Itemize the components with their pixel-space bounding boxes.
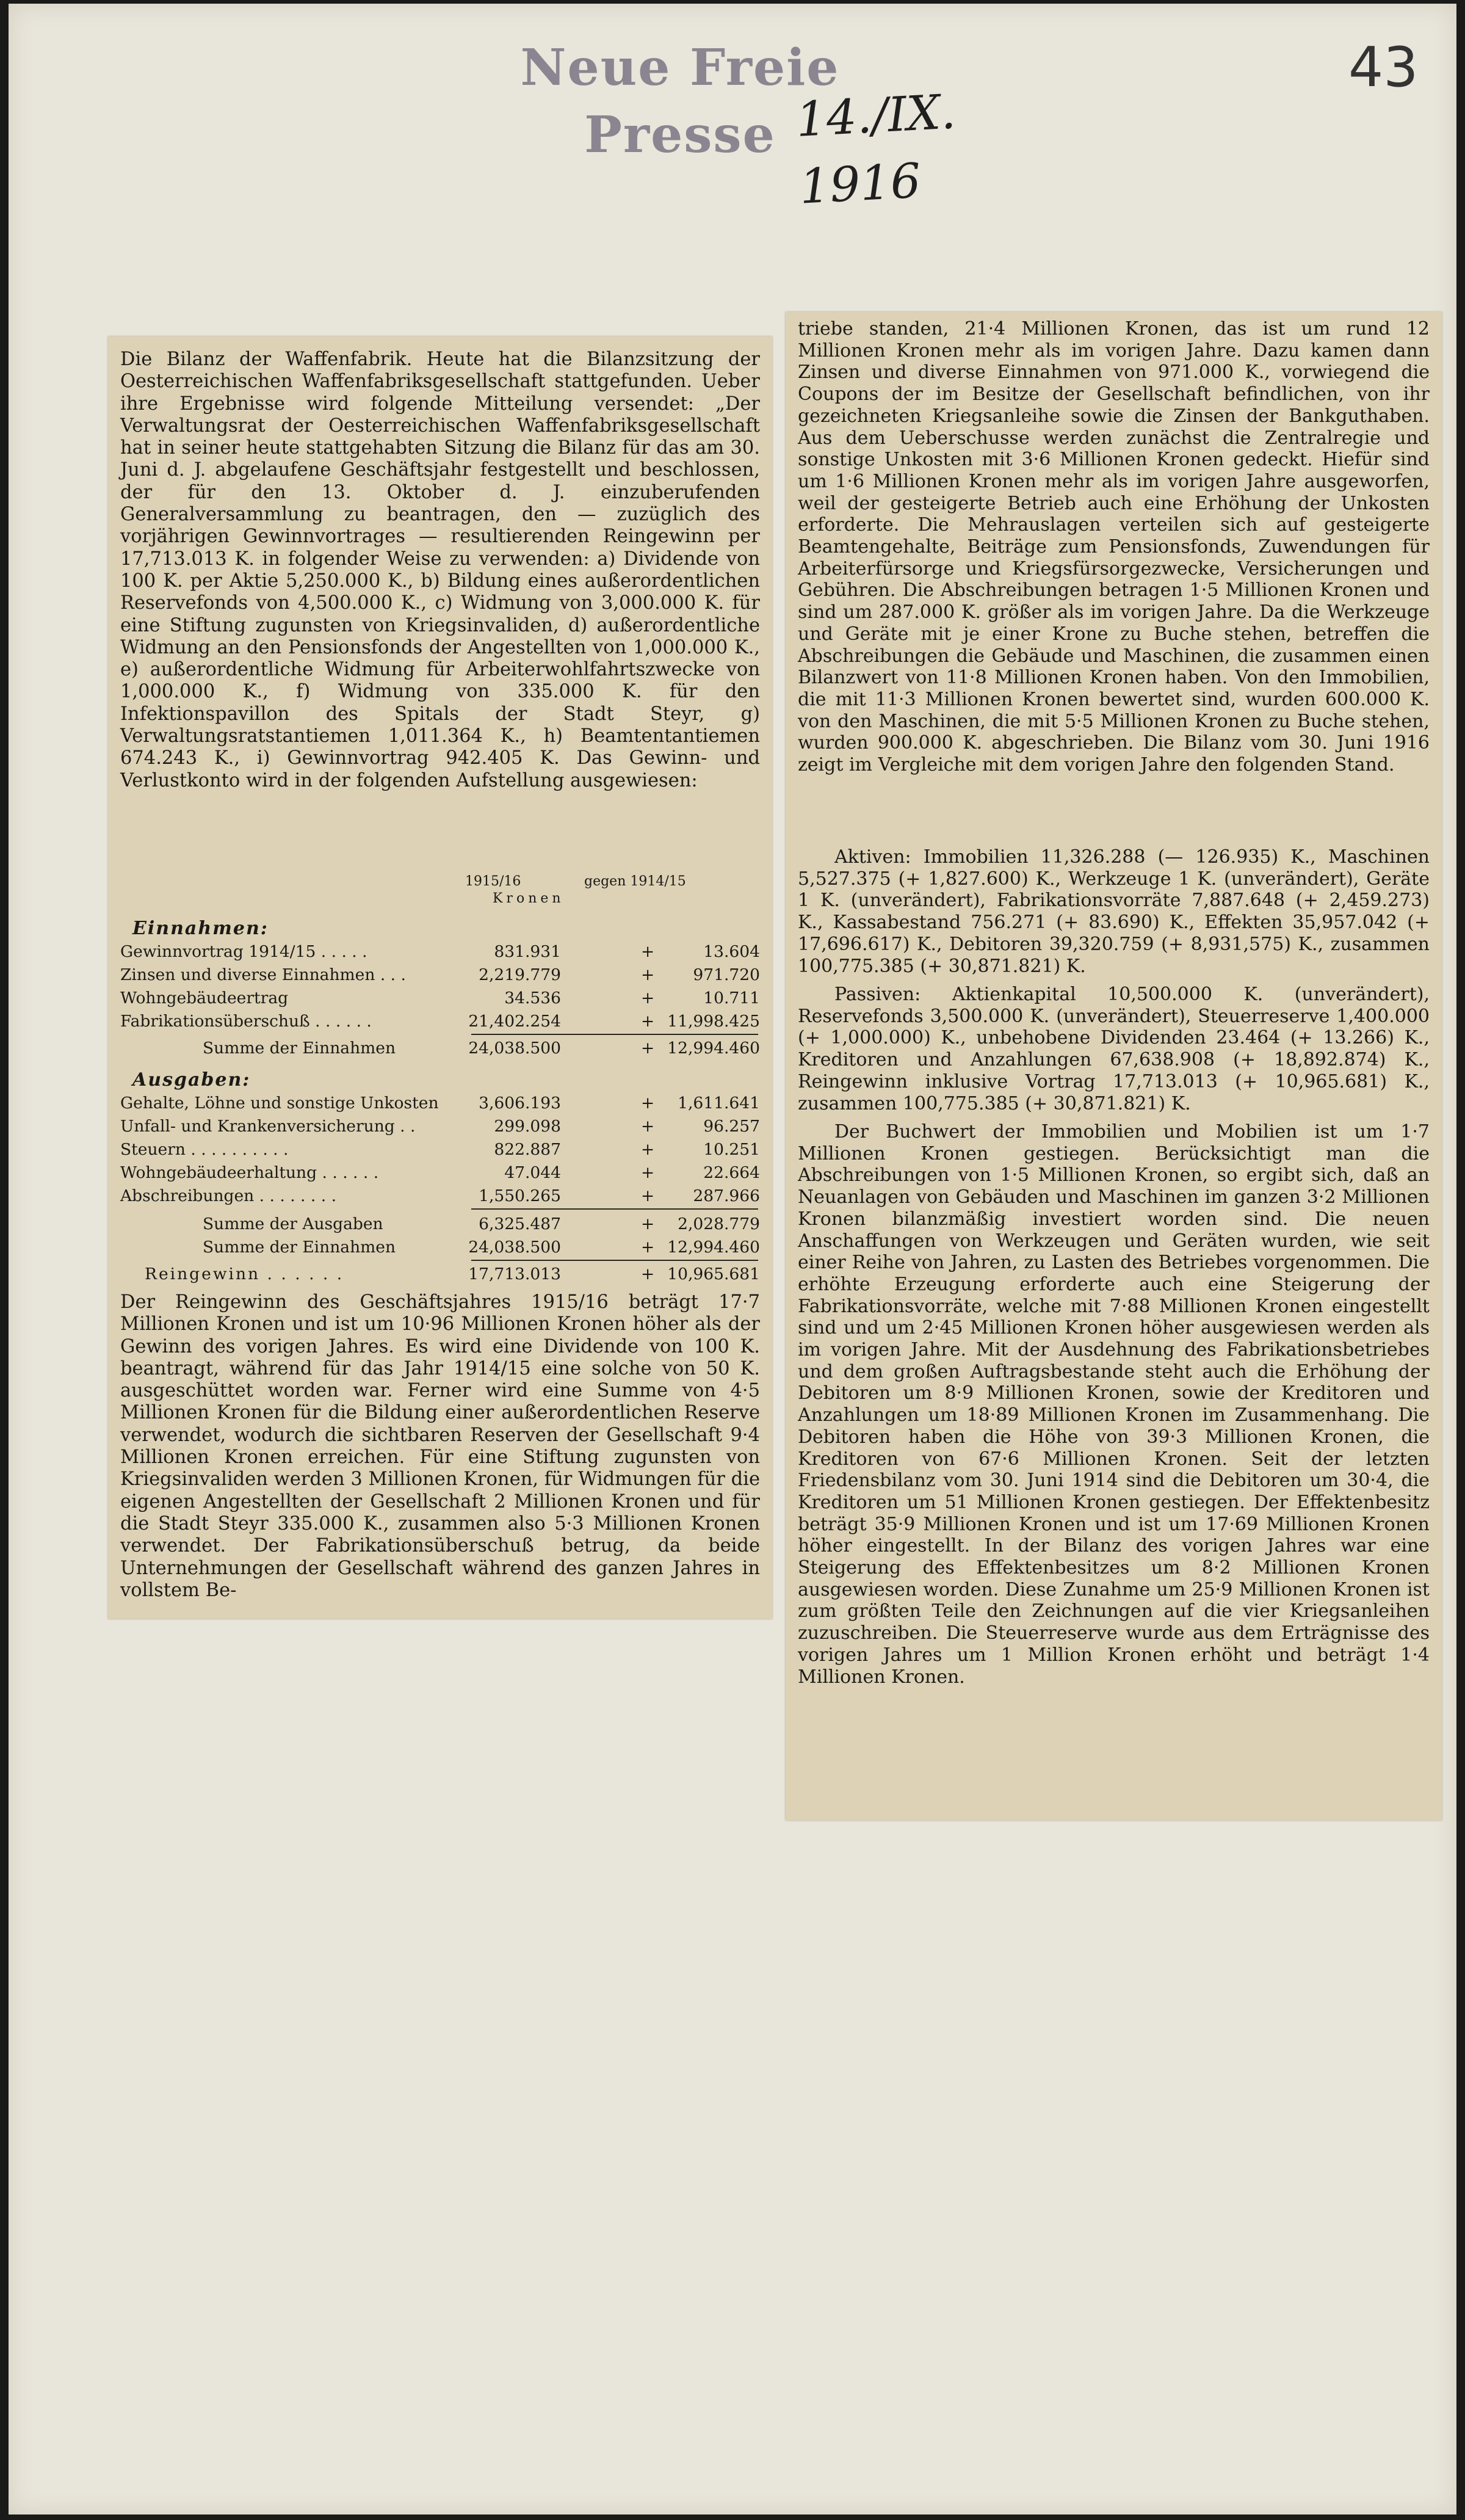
row-value-current: 47.044: [504, 1163, 561, 1182]
table-row: [120, 1117, 760, 1139]
row-sign: +: [641, 965, 655, 984]
row-sign: +: [641, 1012, 655, 1031]
row-label: Unfall- und Krankenversicherung . .: [120, 1117, 416, 1136]
table-row: [120, 1163, 760, 1185]
row-sign: +: [641, 1163, 655, 1182]
row-sign: +: [641, 942, 655, 961]
column-header-comparison: gegen 1914/15: [584, 874, 686, 889]
handwritten-page-number: 43: [1348, 35, 1419, 100]
row-label: Steuern . . . . . . . . . .: [120, 1140, 289, 1159]
row-value-change: 971.720: [693, 965, 760, 984]
table-row: [120, 1094, 760, 1116]
reingewinn-sign: +: [641, 1265, 655, 1284]
einnahmen-heading: Einnahmen:: [132, 918, 269, 939]
sum-rule: [471, 1034, 758, 1035]
row-sign: +: [641, 1186, 655, 1205]
row-sign: +: [641, 1094, 655, 1113]
row-value-change: 13.604: [703, 942, 760, 961]
row-label: Gewinnvortrag 1914/15 . . . . .: [120, 942, 367, 961]
newspaper-stamp: Neue Freie Presse: [520, 38, 840, 164]
article-continuation-paragraph: triebe standen, 21·4 Millionen Kronen, das ist um rund 12 Millionen Kronen mehr als im vorigen Jahre. Dazu kamen dann Zinsen und diverse Einnahmen von 971.000 K., vorwiegend die Coupons der im Besitze der Gesellschaft befindlichen, von ihr gezeichneten Kriegsanleihe sowie die Zinsen der Bankguthaben. Aus dem Ueberschusse werden zunächst die Zentralregie und sonstige Unkosten mit 3·6 Millionen Kronen gedeckt. Hiefür sind um 1·6 Millionen Kronen mehr als im vorigen Jahre ausgeworfen, weil der gesteigerte Betrieb auch eine Erhöhung der Unkosten erforderte. Die Mehrauslagen verteilen sich auf gesteigerte Beamtengehalte, Beiträge zum Pensionsfonds, Zuwendungen für Arbeiterfürsorge und Kriegsfürsorgezwecke, Versicherungen und Gebühren. Die Abschreibungen betragen 1·5 Millionen Kronen und sind um 287.000 K. größer als im vorigen Jahre. Da die Werkzeuge und Geräte mit je einer Krone zu Buche stehen, betreffen die Abschreibungen die Gebäude und Maschinen, die zusammen einen Bilanzwert von 11·8 Millionen Kronen haben. Von den Immobilien, die mit 11·3 Millionen Kronen bewertet sind, wurden 600.000 K. von den Maschinen, die mit 5·5 Millionen Kronen zu Buche stehen, wurden 900.000 K. abgeschrieben. Die Bilanz vom 30. Juni 1916 zeigt im Vergleiche mit dem vorigen Jahre den folgenden Stand.: [798, 318, 1430, 776]
sum-rule: [471, 1208, 758, 1210]
left-clipping: [108, 336, 772, 1619]
sum-value-change: 12,994.460: [667, 1039, 760, 1058]
reingewinn-label: Reingewinn . . . . . .: [145, 1265, 344, 1284]
row-value-current: 831.931: [494, 942, 561, 961]
table-sum-row: [120, 1039, 760, 1061]
table-row: [120, 1012, 760, 1034]
table-column-header: [120, 874, 760, 906]
row-value-current: 34.536: [504, 989, 561, 1008]
aktiven-paragraph: Aktiven: Immobilien 11,326.288 (— 126.935) K., Maschinen 5,527.375 (+ 1,827.600) K., Werkzeuge 1 K. (unverändert), Geräte 1 K. (unverändert), Fabrikationsvorräte 7,887.648 (+ 2,459.273) K., Kassabestand 756.271 (+ 83.690) K., Effekten 35,957.042 (+ 17,696.617) K., Debitoren 39,320.759 (+ 8,931,575) K., zusammen 100,775.385 (+ 30,871.821) K.: [798, 846, 1430, 977]
row-label: Abschreibungen . . . . . . . .: [120, 1186, 337, 1205]
analysis-paragraph: Der Buchwert der Immobilien und Mobilien ist um 1·7 Millionen Kronen gestiegen. Berücksichtigt man die Abschreibungen von 1·5 Millionen Kronen, so ergibt sich, daß an Neuanlagen von Gebäuden und Maschinen im ganzen 3·2 Millionen Kronen bilanzmäßig investiert worden sind. Die neuen Anschaffungen von Werkzeugen und Geräten wurden, wie seit einer Reihe von Jahren, zu Lasten des Betriebes vorgenommen. Die erhöhte Erzeugung erforderte auch eine Steigerung der Fabrikationsvorräte, welche mit 7·88 Millionen Kronen eingestellt sind und um 2·45 Millionen Kronen höher ausgewiesen werden als im vorigen Jahre. Mit der Ausdehnung des Fabrikationsbetriebes und dem großen Auftragsbestande steht auch die Erhöhung der Debitoren um 8·9 Millionen Kronen, sowie der Kreditoren und Anzahlungen um 18·89 Millionen Kronen im Zusammenhang. Die Debitoren haben die Höhe von 39·3 Millionen Kronen, die Kreditoren von 67·6 Millionen Kronen. Seit der letzten Friedensbilanz vom 30. Juni 1914 sind die Debitoren um 30·4, die Kreditoren um 51 Millionen Kronen gestiegen. Der Effektenbesitz beträgt 35·9 Millionen Kronen und ist um 17·69 Millionen Kronen höher eingestellt. In der Bilanz des vorigen Jahres war eine Steigerung des Effektenbesitzes um 8·2 Millionen Kronen ausgewiesen worden. Diese Zunahme um 25·9 Millionen Kronen ist zum größten Teile den Zeichnungen auf die vier Kriegsanleihen zuzuschreiben. Die Steuerreserve wurde aus dem Erträgnisse des vorigen Jahres um 1 Million Kronen erhöht und beträgt 1·4 Millionen Kronen.: [798, 1121, 1430, 1688]
sum-sign: +: [641, 1215, 655, 1233]
passiven-paragraph: Passiven: Aktienkapital 10,500.000 K. (unverändert), Reservefonds 3,500.000 K. (unverändert), Steuerreserve 1,400.000 (+ 1,000.000) K., unbehobene Dividenden 23.464 (+ 13.266) K., Kreditoren und Anzahlungen 67,638.908 (+ 18,892.874) K., Reingewinn inklusive Vortrag 17,713.013 (+ 10,965.681) K., zusammen 100,775.385 (+ 30,871.821) K.: [798, 984, 1430, 1114]
article-intro-paragraph: Die Bilanz der Waffenfabrik. Heute hat die Bilanzsitzung der Oesterreichischen Waffenfabriksgesellschaft stattgefunden. Ueber ihre Ergebnisse wird folgende Mitteilung versendet: „Der Verwaltungsrat der Oesterreichischen Waffenfabriksgesellschaft hat in seiner heute stattgehabten Sitzung die Bilanz für das am 30. Juni d. J. abgelaufene Geschäftsjahr festgestellt und beschlossen, der für den 13. Oktober d. J. einzuberufenden Generalversammlung zu beantragen, den — zuzüglich des vorjährigen Gewinnvortrages — resultierenden Reingewinn per 17,713.013 K. in folgender Weise zu verwenden: a) Dividende von 100 K. per Aktie 5,250.000 K., b) Bildung eines außerordentlichen Reservefonds von 4,500.000 K., c) Widmung von 3,000.000 K. für eine Stiftung zugunsten von Kriegsinvaliden, d) außerordentliche Widmung an den Pensionsfonds der Angestellten von 1,000.000 K., e) außerordentliche Widmung für Arbeiterwohlfahrtszwecke von 1,000.000 K., f) Widmung von 335.000 K. für den Infektionspavillon des Spitals der Stadt Steyr, g) Verwaltungsratstantiemen 1,011.364 K., h) Beamtentantiemen 674.243 K., i) Gewinnvortrag 942.405 K. Das Gewinn- und Verlustkonto wird in der folgenden Aufstellung ausgewiesen:: [120, 349, 760, 791]
article-commentary-paragraph: Der Reingewinn des Geschäftsjahres 1915/16 beträgt 17·7 Millionen Kronen und ist um 10·96 Millionen Kronen höher als der Gewinn des vorigen Jahres. Es wird eine Dividende von 100 K. beantragt, während für das Jahr 1914/15 eine solche von 50 K. ausgeschüttet worden war. Ferner wird eine Summe von 4·5 Millionen Kronen für die Bildung einer außerordentlichen Reserve verwendet, wodurch die sichtbaren Reserven der Gesellschaft 9·4 Millionen Kronen erreichen. Für eine Stiftung zugunsten von Kriegsinvaliden werden 3 Millionen Kronen, für Widmungen für die eigenen Angestellten der Gesellschaft 2 Millionen Kronen und für die Stadt Steyr 335.000 K., zusammen also 5·3 Millionen Kronen verwendet. Der Fabrikationsüberschuß betrug, da beide Unternehmungen der Gesellschaft während des ganzen Jahres in vollstem Be-: [120, 1291, 760, 1601]
reingewinn-value: 17,713.013: [468, 1265, 561, 1284]
row-value-change: 287.966: [693, 1186, 760, 1205]
column-header-unit: Kronen: [493, 891, 565, 906]
right-clipping: [786, 312, 1442, 1820]
sum-label: Summe der Einnahmen: [203, 1238, 396, 1257]
sum-value-change: 2,028.779: [678, 1215, 760, 1233]
table-row: [120, 1186, 760, 1208]
row-value-change: 10.711: [703, 989, 760, 1008]
row-value-change: 10.251: [703, 1140, 760, 1159]
sum-value-current: 24,038.500: [468, 1039, 561, 1058]
sum-value-change: 12,994.460: [667, 1238, 760, 1257]
table-row: [120, 942, 760, 964]
row-value-current: 21,402.254: [468, 1012, 561, 1031]
column-header-current-year: 1915/16: [465, 874, 521, 889]
row-sign: +: [641, 989, 655, 1008]
row-label: Wohngebäudeerhaltung . . . . . .: [120, 1163, 379, 1182]
row-label: Wohngebäudeertrag: [120, 989, 289, 1008]
table-row: [120, 965, 760, 987]
table-sum-row: [120, 1238, 760, 1260]
row-sign: +: [641, 1140, 655, 1159]
paper-sheet: [9, 4, 1456, 2515]
row-value-change: 22.664: [703, 1163, 760, 1182]
sum-value-current: 24,038.500: [468, 1238, 561, 1257]
ausgaben-heading: Ausgaben:: [132, 1069, 251, 1091]
row-label: Gehalte, Löhne und sonstige Unkosten: [120, 1094, 439, 1113]
row-value-current: 299.098: [494, 1117, 561, 1136]
row-sign: +: [641, 1117, 655, 1136]
row-value-change: 96.257: [703, 1117, 760, 1136]
row-value-change: 11,998.425: [667, 1012, 760, 1031]
sum-value-current: 6,325.487: [479, 1215, 561, 1233]
sum-label: Summe der Einnahmen: [203, 1039, 396, 1058]
reingewinn-row: [120, 1265, 760, 1287]
row-label: Zinsen und diverse Einnahmen . . .: [120, 965, 406, 984]
sum-sign: +: [641, 1039, 655, 1058]
row-value-current: 2,219.779: [479, 965, 561, 984]
sum-sign: +: [641, 1238, 655, 1257]
table-sum-row: [120, 1215, 760, 1236]
row-label: Fabrikationsüberschuß . . . . . .: [120, 1012, 372, 1031]
row-value-change: 1,611.641: [678, 1094, 760, 1113]
sum-label: Summe der Ausgaben: [203, 1215, 383, 1233]
reingewinn-change: 10,965.681: [667, 1265, 760, 1284]
table-row: [120, 1140, 760, 1162]
row-value-current: 3,606.193: [479, 1094, 561, 1113]
handwritten-date: 14./IX. 1916: [794, 84, 957, 215]
sum-rule: [471, 1260, 758, 1261]
table-row: [120, 989, 760, 1011]
row-value-current: 1,550.265: [479, 1186, 561, 1205]
row-value-current: 822.887: [494, 1140, 561, 1159]
